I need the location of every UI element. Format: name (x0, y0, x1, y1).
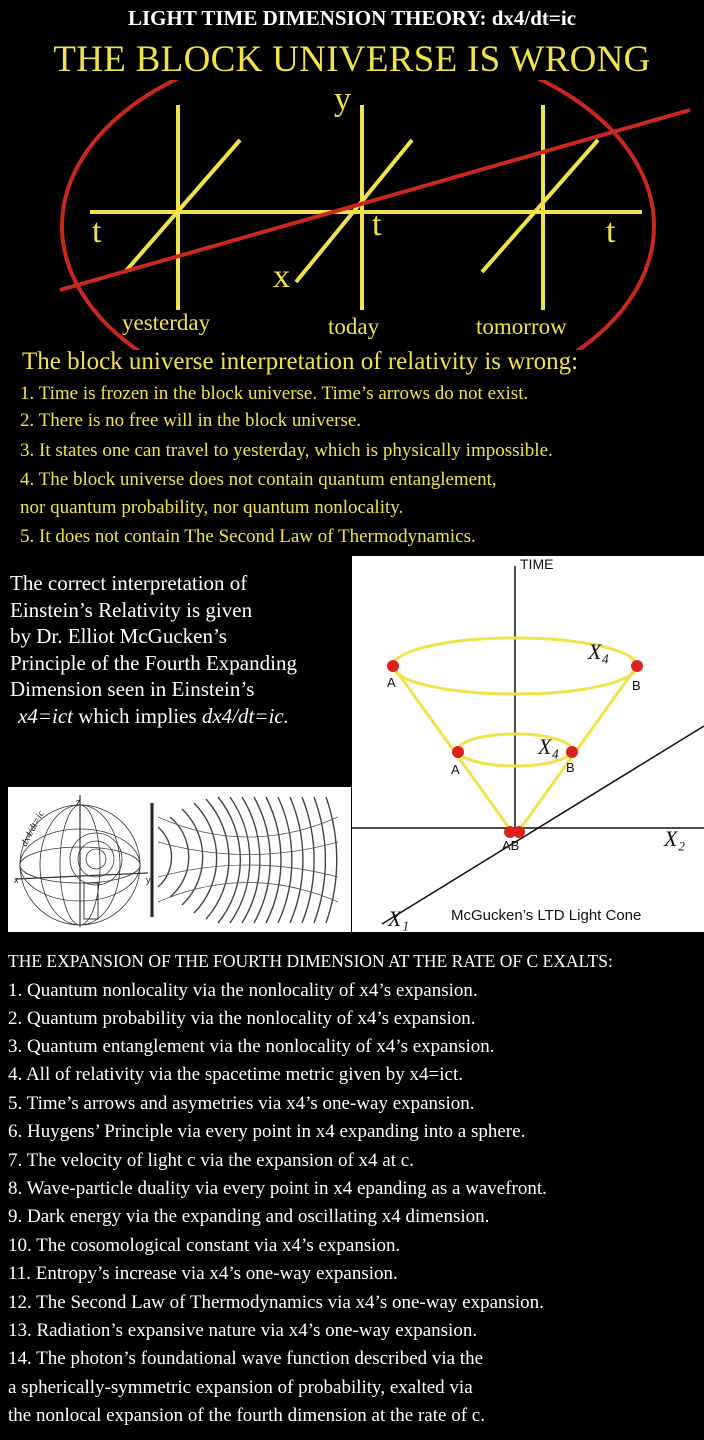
point-b-lower (566, 746, 578, 758)
wrong-item: 4. The block universe does not contain quantum entanglement, (20, 469, 497, 490)
yesterday-x-axis (125, 140, 240, 272)
time-axis-label: TIME (520, 556, 554, 572)
spacetime-axes (90, 105, 642, 310)
interpretation-text (10, 570, 360, 729)
y-axis-label: y (334, 81, 351, 118)
wrong-item: nor quantum probability, nor quantum nonlocality. (20, 497, 404, 518)
exalt-item: 5. Time’s arrows and asymetries via x4’s one-way expansion. (8, 1093, 475, 1114)
equation-connector: which implies (72, 703, 202, 728)
interpretation-line: by Dr. Elliot McGucken’s (10, 624, 227, 648)
huygens-z-label: z (76, 797, 81, 807)
huygens-panel (8, 787, 351, 932)
x1-axis-label: X₁ (388, 906, 410, 931)
block-universe-diagram (0, 80, 704, 350)
exalt-item: 9. Dark energy via the expanding and oscillating x4 dimension. (8, 1206, 490, 1227)
exalt-item: 1. Quantum nonlocality via the nonlocality of x4’s expansion. (8, 980, 478, 1001)
x4-lower-label: X₄ (538, 734, 560, 759)
point-b-lower-label: B (566, 760, 575, 775)
huygens-diagram (8, 787, 351, 932)
exalt-item: 12. The Second Law of Thermodynamics via x4’s one-way expansion. (8, 1292, 544, 1313)
x4-upper-label: X₄ (588, 639, 610, 664)
tomorrow-label: tomorrow (476, 314, 567, 339)
exalts-heading: THE EXPANSION OF THE FOURTH DIMENSION AT THE RATE OF C EXALTS: (8, 951, 613, 971)
origin-label: AB (502, 838, 520, 853)
today-label: today (328, 314, 380, 339)
exalt-item: 6. Huygens’ Principle via every point in x4 expanding into a sphere. (8, 1121, 526, 1142)
t-label-middle: t (372, 206, 382, 243)
interpretation-equation-line (10, 703, 360, 730)
exalt-item: 4. All of relativity via the spacetime metric given by x4=ict. (8, 1064, 463, 1085)
wrong-heading: The block universe interpretation of relativity is wrong: (22, 348, 579, 375)
x2-axis-label: X₂ (664, 826, 686, 851)
wrong-item: 2. There is no free will in the block universe. (20, 410, 362, 431)
cross-out-slash (60, 110, 690, 290)
huygens-y-label: y (146, 875, 151, 885)
headline: THE BLOCK UNIVERSE IS WRONG (53, 39, 651, 80)
equation-x4: x4=ict (18, 703, 73, 728)
light-cone-diagram (352, 556, 704, 932)
interference-pattern-icon (158, 797, 337, 923)
huygens-x-label: x (14, 875, 19, 885)
exalt-item: 3. Quantum entanglement via the nonlocality of x4’s expansion. (8, 1036, 495, 1057)
exalt-item: 7. The velocity of light c via the expansion of x4 at c. (8, 1150, 414, 1171)
tomorrow-x-axis (482, 140, 598, 272)
wrong-item: 5. It does not contain The Second Law of Thermodynamics. (20, 526, 476, 547)
exalt-item: a spherically-symmetric expansion of probability, exalted via (8, 1377, 473, 1398)
wrong-item: 3. It states one can travel to yesterday, which is physically impossible. (20, 440, 553, 461)
exalt-item: 8. Wave-particle duality via every point in x4 epanding as a wavefront. (8, 1178, 547, 1199)
exalt-item: 13. Radiation’s expansive nature via x4’s one-way expansion. (8, 1320, 478, 1341)
interpretation-line: Principle of the Fourth Expanding (10, 650, 297, 675)
point-a-upper (387, 660, 399, 672)
point-a-lower (452, 746, 464, 758)
huygens-equation-label: dx4/dt=ic (18, 808, 47, 849)
exalt-item: the nonlocal expansion of the fourth dimension at the rate of c. (8, 1405, 485, 1426)
point-a-upper-label: A (387, 675, 396, 690)
interpretation-line: Dimension seen in Einstein’s (10, 677, 255, 701)
point-b-upper-label: B (632, 678, 641, 693)
x-axis-label: x (273, 258, 290, 295)
exalt-item: 10. The cosomological constant via x4’s expansion. (8, 1235, 401, 1256)
origin-point-b (513, 826, 525, 838)
point-a-lower-label: A (451, 762, 460, 777)
wrong-item: 1. Time is frozen in the block universe. Time’s arrows do not exist. (20, 383, 529, 404)
exalt-item: 11. Entropy’s increase via x4’s one-way expansion. (8, 1263, 398, 1284)
point-b-upper (631, 660, 643, 672)
light-cone-panel (352, 556, 704, 932)
interpretation-line: Einstein’s Relativity is given (10, 597, 253, 622)
t-label-right: t (606, 213, 616, 250)
equation-dx4dt: dx4/dt=ic. (201, 703, 289, 728)
page-title: LIGHT TIME DIMENSION THEORY: dx4/dt=ic (127, 6, 577, 30)
exalt-item: 2. Quantum probability via the nonlocality of x4’s expansion. (8, 1008, 476, 1029)
interpretation-line: The correct interpretation of (10, 571, 248, 595)
yesterday-label: yesterday (122, 310, 211, 335)
light-cone-caption: McGucken’s LTD Light Cone (451, 907, 642, 924)
t-label-left: t (92, 213, 102, 250)
exalt-item: 14. The photon’s foundational wave function described via the (8, 1348, 484, 1369)
